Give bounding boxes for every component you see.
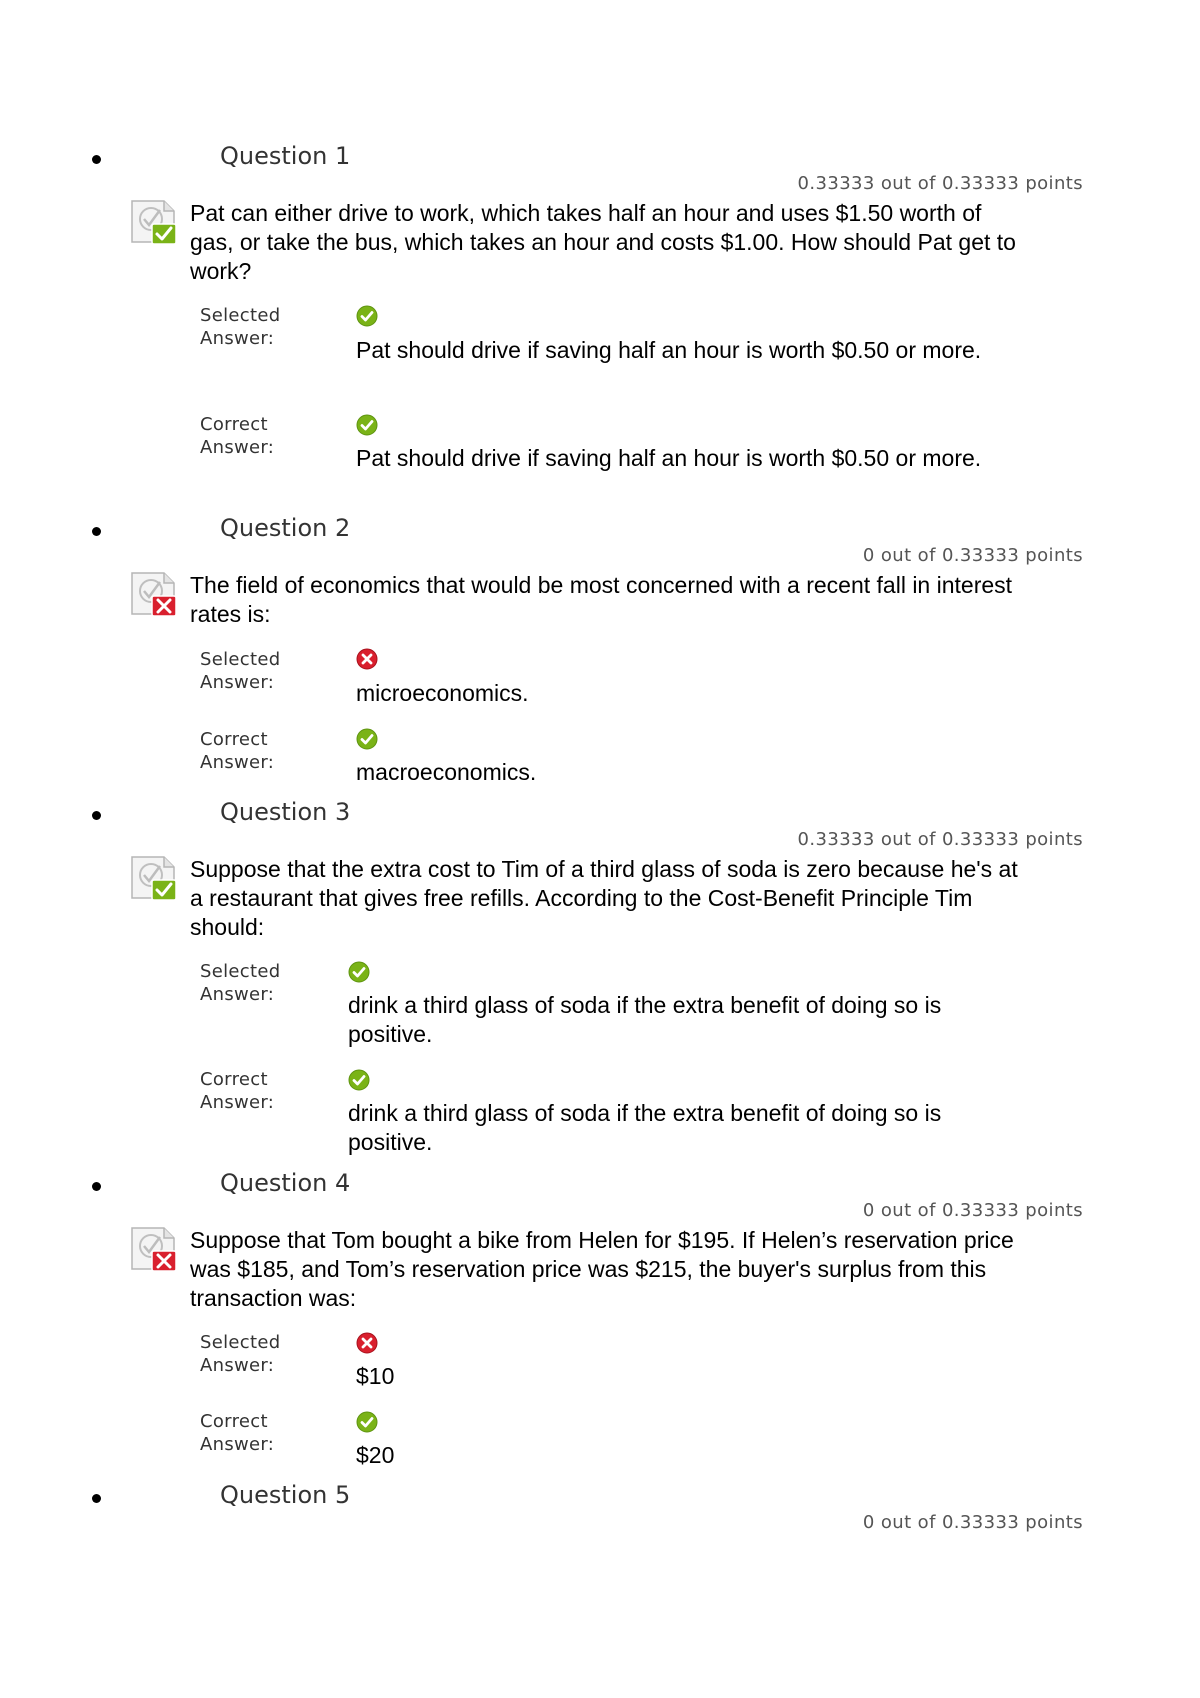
selected-answer-label: Selected Answer:	[200, 1332, 281, 1376]
question-text: The field of economics that would be most concerned with a recent fall in interest rates is:	[190, 572, 1013, 627]
correct-answer-text: $20	[356, 1442, 395, 1468]
question-points: 0 out of 0.33333 points	[862, 1200, 1083, 1221]
question-points: 0 out of 0.33333 points	[862, 545, 1083, 566]
question-text: Suppose that the extra cost to Tim of a third glass of soda is zero because he's at a restaurant that gives free refills. According to the Cost-Benefit Principle Tim should:	[190, 856, 1018, 940]
question-points: 0.33333 out of 0.33333 points	[797, 173, 1083, 194]
x-circle-icon	[356, 648, 378, 670]
correct-answer-label: Correct Answer:	[200, 1069, 275, 1113]
selected-answer-text: microeconomics.	[356, 680, 529, 706]
selected-answer-text: drink a third glass of soda if the extra benefit of doing so is positive.	[348, 992, 942, 1047]
correct-answer-label: Correct Answer:	[200, 414, 275, 458]
graded-correct-icon	[130, 198, 178, 246]
bullet-icon	[92, 527, 101, 536]
x-circle-icon	[356, 1332, 378, 1354]
question-points: 0 out of 0.33333 points	[862, 1512, 1083, 1533]
question-title: Question 1	[220, 142, 351, 170]
check-circle-icon	[348, 961, 370, 983]
question-title: Question 5	[220, 1481, 351, 1509]
bullet-icon	[92, 811, 101, 820]
correct-answer-text: Pat should drive if saving half an hour is worth $0.50 or more.	[356, 445, 982, 471]
question-title: Question 3	[220, 798, 351, 826]
correct-answer-text: macroeconomics.	[356, 759, 537, 785]
question-points: 0.33333 out of 0.33333 points	[797, 829, 1083, 850]
question-text: Suppose that Tom bought a bike from Helen for $195. If Helen’s reservation price was $185, and Tom’s reservation price was $215, the buyer's surplus from this transaction was:	[190, 1227, 1014, 1311]
check-circle-icon	[356, 728, 378, 750]
correct-answer-text: drink a third glass of soda if the extra benefit of doing so is positive.	[348, 1100, 942, 1155]
bullet-icon	[92, 1182, 101, 1191]
bullet-icon	[92, 155, 101, 164]
graded-incorrect-icon	[130, 1225, 178, 1273]
bullet-icon	[92, 1494, 101, 1503]
selected-answer-label: Selected Answer:	[200, 305, 281, 349]
check-circle-icon	[356, 1411, 378, 1433]
question-title: Question 4	[220, 1169, 351, 1197]
question-text: Pat can either drive to work, which takes half an hour and uses $1.50 worth of gas, or take the bus, which takes an hour and costs $1.00. How should Pat get to work?	[190, 200, 1016, 284]
correct-answer-label: Correct Answer:	[200, 1411, 275, 1455]
check-circle-icon	[356, 305, 378, 327]
check-circle-icon	[348, 1069, 370, 1091]
selected-answer-text: $10	[356, 1363, 395, 1389]
selected-answer-label: Selected Answer:	[200, 649, 281, 693]
check-circle-icon	[356, 414, 378, 436]
question-title: Question 2	[220, 514, 351, 542]
selected-answer-label: Selected Answer:	[200, 961, 281, 1005]
graded-correct-icon	[130, 854, 178, 902]
graded-incorrect-icon	[130, 570, 178, 618]
correct-answer-label: Correct Answer:	[200, 729, 275, 773]
selected-answer-text: Pat should drive if saving half an hour is worth $0.50 or more.	[356, 337, 982, 363]
